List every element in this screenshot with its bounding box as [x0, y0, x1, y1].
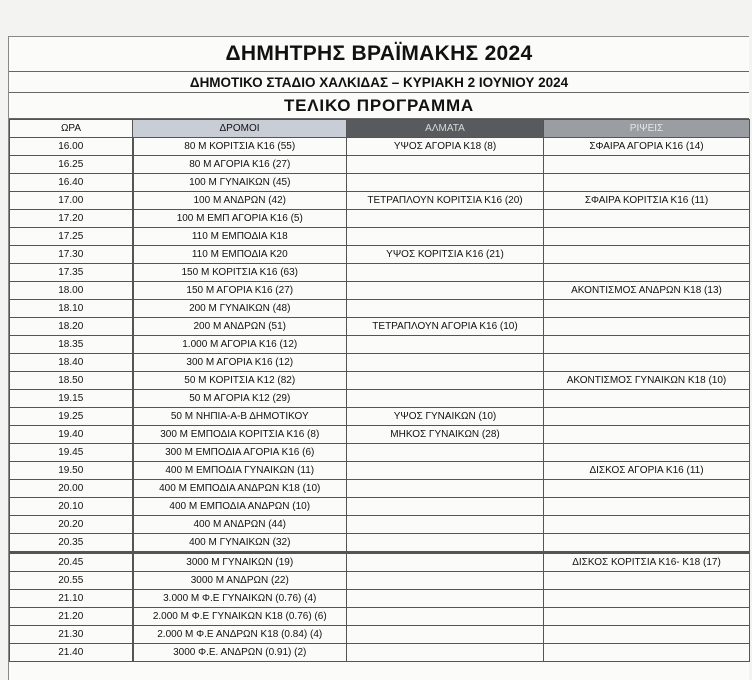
cell-jumps: [347, 174, 544, 192]
cell-time: 18.00: [10, 282, 133, 300]
cell-throws: [544, 426, 750, 444]
cell-time: 16.25: [10, 156, 133, 174]
cell-time: 20.55: [10, 572, 133, 590]
cell-time: 20.45: [10, 553, 133, 572]
table-row: [10, 336, 750, 354]
cell-throws: [544, 516, 750, 534]
cell-track: 150 Μ ΚΟΡΙΤΣΙΑ Κ16 (63): [133, 264, 347, 282]
cell-time: 21.40: [10, 644, 133, 662]
cell-track: 2.000 Μ Φ.Ε ΓΥΝΑΙΚΩΝ Κ18 (0.76) (6): [133, 608, 347, 626]
cell-time: 18.10: [10, 300, 133, 318]
cell-jumps: [347, 626, 544, 644]
cell-track: 100 Μ ΑΝΔΡΩΝ (42): [133, 192, 347, 210]
cell-throws: [544, 572, 750, 590]
cell-jumps: [347, 480, 544, 498]
table-row: [10, 192, 750, 210]
table-row: [10, 138, 750, 156]
cell-time: 18.35: [10, 336, 133, 354]
table-row: [10, 354, 750, 372]
cell-jumps: [347, 498, 544, 516]
cell-track: 50 Μ ΝΗΠΙΑ-Α-Β ΔΗΜΟΤΙΚΟΥ: [133, 408, 347, 426]
cell-time: 18.40: [10, 354, 133, 372]
cell-jumps: [347, 228, 544, 246]
table-row: [10, 534, 750, 553]
table-row: [10, 390, 750, 408]
cell-throws: [544, 408, 750, 426]
cell-throws: [544, 174, 750, 192]
cell-track: 100 Μ ΓΥΝΑΙΚΩΝ (45): [133, 174, 347, 192]
cell-jumps: [347, 264, 544, 282]
cell-throws: ΣΦΑΙΡΑ ΚΟΡΙΤΣΙΑ Κ16 (11): [544, 192, 750, 210]
cell-throws: [544, 480, 750, 498]
column-header-throws: ΡΙΨΕΙΣ: [544, 120, 750, 138]
cell-throws: [544, 444, 750, 462]
cell-jumps: [347, 590, 544, 608]
schedule-heading: ΤΕΛΙΚΟ ΠΡΟΓΡΑΜΜΑ: [9, 93, 749, 119]
cell-jumps: [347, 300, 544, 318]
table-row: [10, 444, 750, 462]
cell-throws: [544, 228, 750, 246]
cell-throws: ΔΙΣΚΟΣ ΚΟΡΙΤΣΙΑ Κ16- Κ18 (17): [544, 553, 750, 572]
cell-track: 100 Μ ΕΜΠ ΑΓΟΡΙΑ Κ16 (5): [133, 210, 347, 228]
table-row: [10, 246, 750, 264]
cell-track: 300 Μ ΑΓΟΡΙΑ Κ16 (12): [133, 354, 347, 372]
table-row: [10, 264, 750, 282]
cell-jumps: [347, 210, 544, 228]
schedule-sheet: [8, 36, 749, 680]
cell-time: 17.20: [10, 210, 133, 228]
cell-time: 16.00: [10, 138, 133, 156]
cell-time: 20.20: [10, 516, 133, 534]
cell-jumps: [347, 444, 544, 462]
cell-jumps: [347, 462, 544, 480]
cell-track: 400 Μ ΓΥΝΑΙΚΩΝ (32): [133, 534, 347, 553]
cell-time: 18.20: [10, 318, 133, 336]
table-row: [10, 174, 750, 192]
table-row: [10, 228, 750, 246]
column-header-time: ΩΡΑ: [10, 120, 133, 138]
cell-jumps: [347, 644, 544, 662]
cell-throws: ΔΙΣΚΟΣ ΑΓΟΡΙΑ Κ16 (11): [544, 462, 750, 480]
table-row: [10, 626, 750, 644]
cell-throws: ΣΦΑΙΡΑ ΑΓΟΡΙΑ Κ16 (14): [544, 138, 750, 156]
cell-throws: [544, 354, 750, 372]
cell-track: 2.000 Μ Φ.Ε ΑΝΔΡΩΝ Κ18 (0.84) (4): [133, 626, 347, 644]
cell-track: 50 Μ ΑΓΟΡΙΑ Κ12 (29): [133, 390, 347, 408]
cell-track: 80 Μ ΑΓΟΡΙΑ Κ16 (27): [133, 156, 347, 174]
cell-throws: [544, 300, 750, 318]
cell-jumps: [347, 282, 544, 300]
cell-track: 400 Μ ΕΜΠΟΔΙΑ ΓΥΝΑΙΚΩΝ (11): [133, 462, 347, 480]
cell-track: 3000 Μ ΓΥΝΑΙΚΩΝ (19): [133, 553, 347, 572]
cell-track: 400 Μ ΕΜΠΟΔΙΑ ΑΝΔΡΩΝ Κ18 (10): [133, 480, 347, 498]
cell-jumps: ΤΕΤΡΑΠΛΟΥΝ ΚΟΡΙΤΣΙΑ Κ16 (20): [347, 192, 544, 210]
cell-time: 17.00: [10, 192, 133, 210]
cell-throws: [544, 390, 750, 408]
cell-jumps: [347, 156, 544, 174]
cell-throws: [544, 608, 750, 626]
cell-jumps: [347, 572, 544, 590]
cell-track: 80 Μ ΚΟΡΙΤΣΙΑ Κ16 (55): [133, 138, 347, 156]
document-title: ΔΗΜΗΤΡΗΣ ΒΡΑΪΜΑΚΗΣ 2024: [9, 37, 749, 72]
cell-jumps: [347, 534, 544, 553]
cell-jumps: ΤΕΤΡΑΠΛΟΥΝ ΑΓΟΡΙΑ Κ16 (10): [347, 318, 544, 336]
cell-jumps: [347, 608, 544, 626]
cell-track: 200 Μ ΓΥΝΑΙΚΩΝ (48): [133, 300, 347, 318]
cell-jumps: ΥΨΟΣ ΓΥΝΑΙΚΩΝ (10): [347, 408, 544, 426]
cell-time: 19.50: [10, 462, 133, 480]
cell-track: 300 Μ ΕΜΠΟΔΙΑ ΑΓΟΡΙΑ Κ16 (6): [133, 444, 347, 462]
cell-throws: [544, 336, 750, 354]
column-header-track: ΔΡΟΜΟΙ: [133, 120, 347, 138]
cell-throws: [544, 626, 750, 644]
cell-track: 400 Μ ΑΝΔΡΩΝ (44): [133, 516, 347, 534]
cell-track: 50 Μ ΚΟΡΙΤΣΙΑ Κ12 (82): [133, 372, 347, 390]
table-row: [10, 590, 750, 608]
table-row: [10, 300, 750, 318]
cell-jumps: ΥΨΟΣ ΚΟΡΙΤΣΙΑ Κ16 (21): [347, 246, 544, 264]
table-row: [10, 156, 750, 174]
cell-time: 20.35: [10, 534, 133, 553]
cell-time: 19.45: [10, 444, 133, 462]
cell-track: 3.000 Μ Φ.Ε ΓΥΝΑΙΚΩΝ (0.76) (4): [133, 590, 347, 608]
cell-jumps: [347, 336, 544, 354]
cell-time: 17.35: [10, 264, 133, 282]
cell-throws: [544, 246, 750, 264]
cell-track: 3000 Μ ΑΝΔΡΩΝ (22): [133, 572, 347, 590]
table-row: [10, 644, 750, 662]
table-row: [10, 608, 750, 626]
cell-track: 110 Μ ΕΜΠΟΔΙΑ Κ18: [133, 228, 347, 246]
cell-track: 1.000 Μ ΑΓΟΡΙΑ Κ16 (12): [133, 336, 347, 354]
cell-time: 17.25: [10, 228, 133, 246]
cell-time: 18.50: [10, 372, 133, 390]
cell-track: 400 Μ ΕΜΠΟΔΙΑ ΑΝΔΡΩΝ (10): [133, 498, 347, 516]
cell-throws: [544, 644, 750, 662]
header-row: [10, 120, 750, 138]
cell-time: 20.00: [10, 480, 133, 498]
cell-time: 19.15: [10, 390, 133, 408]
cell-track: 3000 Φ.Ε. ΑΝΔΡΩΝ (0.91) (2): [133, 644, 347, 662]
cell-track: 300 Μ ΕΜΠΟΔΙΑ ΚΟΡΙΤΣΙΑ Κ16 (8): [133, 426, 347, 444]
table-row: [10, 480, 750, 498]
table-row: [10, 498, 750, 516]
cell-jumps: ΥΨΟΣ ΑΓΟΡΙΑ Κ18 (8): [347, 138, 544, 156]
table-row: [10, 553, 750, 572]
cell-throws: [544, 156, 750, 174]
cell-time: 19.40: [10, 426, 133, 444]
cell-jumps: [347, 553, 544, 572]
cell-time: 21.20: [10, 608, 133, 626]
cell-jumps: [347, 516, 544, 534]
schedule-body: [10, 138, 750, 662]
cell-track: 110 Μ ΕΜΠΟΔΙΑ Κ20: [133, 246, 347, 264]
table-row: [10, 210, 750, 228]
table-row: [10, 318, 750, 336]
cell-jumps: ΜΗΚΟΣ ΓΥΝΑΙΚΩΝ (28): [347, 426, 544, 444]
cell-time: 19.25: [10, 408, 133, 426]
cell-throws: [544, 498, 750, 516]
table-row: [10, 572, 750, 590]
table-row: [10, 426, 750, 444]
cell-jumps: [347, 372, 544, 390]
table-row: [10, 282, 750, 300]
cell-time: 20.10: [10, 498, 133, 516]
cell-throws: [544, 264, 750, 282]
table-row: [10, 462, 750, 480]
document-subtitle: ΔΗΜΟΤΙΚΟ ΣΤΑΔΙΟ ΧΑΛΚΙΔΑΣ – ΚΥΡΙΑΚΗ 2 ΙΟΥΝΙΟΥ 2024: [9, 72, 749, 93]
cell-throws: ΑΚΟΝΤΙΣΜΟΣ ΑΝΔΡΩΝ Κ18 (13): [544, 282, 750, 300]
cell-time: 21.30: [10, 626, 133, 644]
cell-track: 200 Μ ΑΝΔΡΩΝ (51): [133, 318, 347, 336]
table-row: [10, 408, 750, 426]
column-header-jumps: ΑΛΜΑΤΑ: [347, 120, 544, 138]
cell-jumps: [347, 390, 544, 408]
cell-track: 150 Μ ΑΓΟΡΙΑ Κ16 (27): [133, 282, 347, 300]
cell-throws: [544, 590, 750, 608]
cell-throws: [544, 210, 750, 228]
cell-time: 21.10: [10, 590, 133, 608]
cell-throws: ΑΚΟΝΤΙΣΜΟΣ ΓΥΝΑΙΚΩΝ Κ18 (10): [544, 372, 750, 390]
cell-throws: [544, 318, 750, 336]
table-row: [10, 372, 750, 390]
cell-jumps: [347, 354, 544, 372]
cell-time: 17.30: [10, 246, 133, 264]
cell-time: 16.40: [10, 174, 133, 192]
schedule-table: [9, 119, 750, 662]
table-row: [10, 516, 750, 534]
cell-throws: [544, 534, 750, 553]
